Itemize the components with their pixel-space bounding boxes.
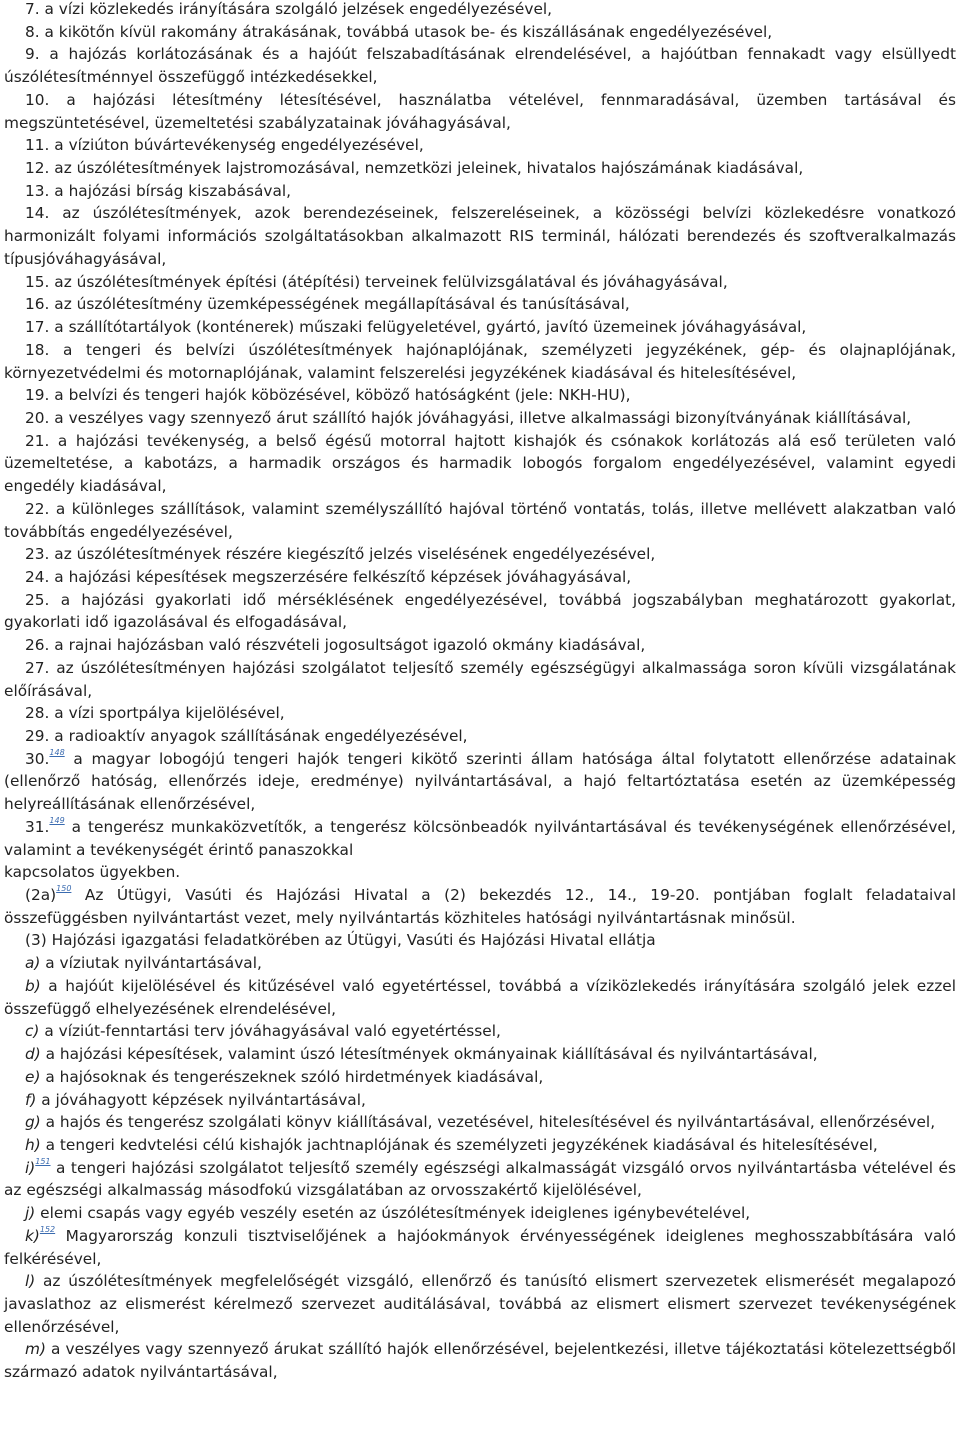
paragraph bbox=[0, 0, 960, 21]
paragraph bbox=[0, 929, 960, 952]
paragraph bbox=[0, 748, 960, 816]
paragraph-number: 14. bbox=[25, 204, 50, 223]
paragraph bbox=[0, 884, 960, 929]
paragraph-text: az úszólétesítmény üzemképességének megállapításával és tanúsításával, bbox=[54, 295, 630, 314]
paragraph-text: a tengeri kedvtelési célú kishajók jachtnaplójának és személyzeti jegyzékének kiadásával és hitelesítésével, bbox=[45, 1135, 878, 1154]
paragraph bbox=[0, 293, 960, 316]
paragraph-text: a veszélyes vagy szennyező árut szállító hajók jóváhagyási, illetve alkalmassági bizonyítványának kiállításával, bbox=[54, 408, 912, 427]
paragraph-number: 9. bbox=[25, 45, 40, 64]
paragraph-text: a magyar lobogójú tengeri hajók tengeri kikötő szerinti állam hatósága által folytatott ellenőrzése adatainak (ellenőrző hatóság, ellenőrzés ideje, eredménye) nyilvántartásával, a hajó feltartóztatása esetén az üzemképesség helyreállításának ellenőrzésével, bbox=[4, 749, 956, 814]
paragraph-number: c) bbox=[25, 1022, 40, 1041]
paragraph bbox=[0, 1066, 960, 1089]
paragraph bbox=[0, 1043, 960, 1066]
paragraph-text: a víziutak nyilvántartásával, bbox=[45, 954, 262, 973]
paragraph bbox=[0, 89, 960, 134]
paragraph-number: (2a) bbox=[25, 886, 57, 905]
paragraph-text: a szállítótartályok (konténerek) műszaki felügyeletével, gyártó, javító üzemeinek jóváhagyásával, bbox=[54, 318, 807, 337]
paragraph bbox=[0, 1225, 960, 1270]
paragraph-number: 16. bbox=[25, 295, 50, 314]
paragraph-text: az úszólétesítmények részére kiegészítő jelzés viselésének engedélyezésével, bbox=[54, 545, 656, 564]
paragraph-text: az úszólétesítmények megfelelőségét vizsgáló, ellenőrző és tanúsító elismert szervezetek elismerését megalapozó javaslathoz az elismerést kérelmező szervezet auditálásával, továbbá az elismert elismert szervezet tevékenységének ellenőrzésével, bbox=[4, 1272, 956, 1336]
paragraph-text: a víziúton búvártevékenység engedélyezésével, bbox=[54, 136, 424, 155]
paragraph-number: l) bbox=[25, 1272, 36, 1291]
paragraph-text: a tengeri hajózási szolgálatot teljesítő személy egészségi alkalmasságát vizsgáló orvos nyilvántartásba vételével és az egészségi alkalmasság másodfokú vizsgálatában az orvosszakértő kijelölésével, bbox=[4, 1158, 956, 1200]
footnote-link[interactable]: 149 bbox=[49, 815, 65, 825]
paragraph-text: elemi csapás vagy egyéb veszély esetén az úszólétesítmények ideiglenes igénybevételével, bbox=[40, 1204, 751, 1223]
paragraph bbox=[0, 702, 960, 725]
footnote-link[interactable]: 152 bbox=[39, 1224, 56, 1234]
paragraph-number: 27. bbox=[25, 658, 50, 677]
paragraph-text: a jóváhagyott képzések nyilvántartásával, bbox=[41, 1090, 366, 1109]
paragraph-text: a hajósoknak és tengerészeknek szóló hirdetmények kiadásával, bbox=[45, 1067, 544, 1086]
paragraph-text: a hajózás korlátozásának és a hajóút felszabadításának elrendelésével, a hajóútban fennakadt vagy elsüllyedt úszólétesítménnyel összefüggő intézkedésekkel, bbox=[4, 45, 956, 87]
paragraph-number: 30. bbox=[25, 749, 50, 768]
paragraph-text: az úszólétesítmények, azok berendezéseinek, felszereléseinek, a közösségi belvízi közlekedésre vonatkozó harmonizált folyami információs szolgáltatásokban alkalmazott RIS terminál, hálózati berendezés és szoftveralkalmazás típusjóváhagyásával, bbox=[4, 204, 956, 268]
paragraph-text: a vízi közlekedés irányítására szolgáló jelzések engedélyezésével, bbox=[44, 0, 553, 18]
paragraph bbox=[0, 157, 960, 180]
paragraph bbox=[0, 430, 960, 498]
paragraph-text: a vízi sportpálya kijelölésével, bbox=[54, 704, 285, 723]
paragraph-text: Az Útügyi, Vasúti és Hajózási Hivatal a (2) bekezdés 12., 14., 19-20. pontjában foglalt feladataival összefüggésben nyilvántartást vezet, mely nyilvántartás közhiteles hatósági nyilvántartásnak minősül. bbox=[4, 886, 956, 927]
paragraph bbox=[0, 43, 960, 88]
paragraph-number: 15. bbox=[25, 272, 50, 291]
paragraph-number: 25. bbox=[25, 590, 50, 609]
paragraph-number: 11. bbox=[25, 136, 50, 155]
paragraph bbox=[0, 384, 960, 407]
paragraph bbox=[0, 975, 960, 1020]
paragraph bbox=[0, 1338, 960, 1383]
paragraph-number: 24. bbox=[25, 567, 50, 586]
paragraph-text: az úszólétesítmények építési (átépítési) terveinek felülvizsgálatával és jóváhagyásával, bbox=[54, 272, 728, 291]
paragraph bbox=[0, 21, 960, 44]
paragraph bbox=[0, 1089, 960, 1112]
paragraph bbox=[0, 1111, 960, 1134]
paragraph-text: a különleges szállítások, valamint személyszállító hajóval történő vontatás, tolás, illetve mellévett alakzatban való továbbítás engedélyezésével, bbox=[4, 499, 956, 541]
paragraph-text: a hajózási bírság kiszabásával, bbox=[54, 181, 292, 200]
paragraph-number: 10. bbox=[25, 90, 50, 109]
paragraph-number: 20. bbox=[25, 408, 50, 427]
paragraph-number: 28. bbox=[25, 704, 50, 723]
paragraph-text: az úszólétesítmények lajstromozásával, nemzetközi jeleinek, hivatalos hajószámának kiadásával, bbox=[54, 159, 804, 178]
paragraph bbox=[0, 657, 960, 702]
paragraph-number: 26. bbox=[25, 636, 50, 655]
paragraph-text: a kikötőn kívül rakomány átrakásának, továbbá utasok be- és kiszállásának engedélyezésével, bbox=[44, 22, 773, 41]
paragraph bbox=[0, 134, 960, 157]
paragraph-text: a hajóút kijelölésével és kitűzésével való egyetértéssel, továbbá a víziközlekedés irányítására szolgáló jelek ezzel összefüggő elhelyezésének elrendelésével, bbox=[4, 976, 956, 1018]
paragraph bbox=[0, 543, 960, 566]
paragraph-number: i) bbox=[25, 1158, 36, 1177]
paragraph-text: Hajózási igazgatási feladatkörében az Útügyi, Vasúti és Hajózási Hivatal ellátja bbox=[51, 931, 656, 950]
paragraph-text: az úszólétesítményen hajózási szolgálatot teljesítő személy egészségügyi alkalmassága soron kívüli vizsgálatának előírásával, bbox=[4, 658, 956, 700]
paragraph-text: Magyarország konzuli tisztviselőjének a hajóokmányok érvényességének ideiglenes meghosszabbítására való felkérésével, bbox=[4, 1226, 956, 1268]
paragraph-number: 21. bbox=[25, 431, 50, 450]
paragraph bbox=[0, 634, 960, 657]
paragraph-text: a hajózási létesítmény létesítésével, használatba vételével, fennmaradásával, üzemben tartásával és megszüntetésével, üzemeltetési szabályzatainak jóváhagyásával, bbox=[4, 90, 956, 132]
paragraph bbox=[0, 1202, 960, 1225]
paragraph-text: a tengerész munkaközvetítők, a tengerész kölcsönbeadók nyilvántartásával és tevékenységének ellenőrzésével, valamint a tevékenységét érintő panaszokkal bbox=[4, 817, 956, 859]
paragraph-number: h) bbox=[25, 1135, 41, 1154]
paragraph-text: a rajnai hajózásban való részvételi jogosultságot igazoló okmány kiadásával, bbox=[54, 636, 646, 655]
paragraph bbox=[0, 1020, 960, 1043]
paragraph-number: m) bbox=[25, 1340, 46, 1359]
paragraph-number: f) bbox=[25, 1090, 37, 1109]
paragraph-number: 19. bbox=[25, 386, 50, 405]
paragraph bbox=[0, 589, 960, 634]
paragraph-text: a veszélyes vagy szennyező árukat szállító hajók ellenőrzésével, bejelentkezési, illetve tájékoztatási kötelezettségből származó adatok nyilvántartásával, bbox=[4, 1340, 956, 1382]
paragraph-number: 12. bbox=[25, 159, 50, 178]
paragraph bbox=[0, 271, 960, 294]
paragraph-text: a belvízi és tengeri hajók köbözésével, köböző hatóságként (jele: NKH-HU), bbox=[54, 386, 631, 405]
footnote-link[interactable]: 150 bbox=[56, 884, 72, 894]
paragraph-number: 7. bbox=[25, 0, 40, 18]
paragraph-text: a tengeri és belvízi úszólétesítmények hajónaplójának, személyzeti jegyzékének, gép- és olajnaplójának, környezetvédelmi és motornaplójának, valamint felszerelési jegyzékének kiadásával és hitelesítésével, bbox=[4, 340, 956, 382]
footnote-link[interactable]: 151 bbox=[35, 1156, 51, 1166]
paragraph bbox=[0, 498, 960, 543]
paragraph bbox=[0, 566, 960, 589]
paragraph bbox=[0, 339, 960, 384]
paragraph-number: e) bbox=[25, 1067, 41, 1086]
paragraph-number: 23. bbox=[25, 545, 50, 564]
paragraph bbox=[0, 180, 960, 203]
paragraph bbox=[0, 407, 960, 430]
paragraph-number: d) bbox=[25, 1045, 41, 1064]
paragraph bbox=[0, 1157, 960, 1202]
paragraph-number: 18. bbox=[25, 340, 50, 359]
paragraph-text: a hajózási képesítések, valamint úszó létesítmények okmányainak kiállításával és nyilvántartásával, bbox=[45, 1045, 818, 1064]
paragraph-number: a) bbox=[25, 954, 41, 973]
paragraph-number: 31. bbox=[25, 817, 50, 836]
paragraph-number: 17. bbox=[25, 318, 50, 337]
paragraph-number: 8. bbox=[25, 22, 40, 41]
paragraph-text: a hajózási képesítések megszerzésére felkészítő képzések jóváhagyásával, bbox=[54, 567, 632, 586]
paragraph bbox=[0, 816, 960, 861]
paragraph-number: 29. bbox=[25, 727, 50, 745]
paragraph bbox=[0, 725, 960, 748]
paragraph bbox=[0, 202, 960, 270]
paragraph-text: a víziút-fenntartási terv jóváhagyásával való egyetértéssel, bbox=[44, 1022, 501, 1041]
paragraph bbox=[0, 1270, 960, 1338]
paragraph-continuation: kapcsolatos ügyekben. bbox=[4, 863, 181, 882]
paragraph-text: a radioaktív anyagok szállításának engedélyezésével, bbox=[54, 727, 468, 745]
paragraph-text: a hajózási tevékenység, a belső égésű motorral hajtott kishajók és csónakok korlátozás alá eső területen való üzemeltetése, a kabotázs, a harmadik országos és harmadik lobogós forgalom engedélyezésével, valamint egyedi engedély kiadásával, bbox=[4, 431, 956, 496]
paragraph-number: g) bbox=[25, 1113, 41, 1132]
footnote-link[interactable]: 148 bbox=[49, 747, 65, 757]
paragraph-text: a hajós és tengerész szolgálati könyv kiállításával, vezetésével, hitelesítésével és nyilvántartásával, ellenőrzésével, bbox=[45, 1113, 936, 1132]
paragraph-text: a hajózási gyakorlati idő mérséklésének engedélyezésével, továbbá jogszabályban meghatározott gyakorlat, gyakorlati idő igazolásával és elfogadásával, bbox=[4, 590, 956, 632]
paragraph bbox=[0, 952, 960, 975]
paragraph-number: (3) bbox=[25, 931, 47, 950]
paragraph-number: k) bbox=[25, 1226, 40, 1245]
paragraph-number: b) bbox=[25, 976, 41, 995]
paragraph bbox=[0, 316, 960, 339]
paragraph-number: 13. bbox=[25, 181, 50, 200]
paragraph bbox=[0, 1134, 960, 1157]
paragraph-number: 22. bbox=[25, 499, 50, 518]
paragraph-number: j) bbox=[25, 1204, 36, 1223]
